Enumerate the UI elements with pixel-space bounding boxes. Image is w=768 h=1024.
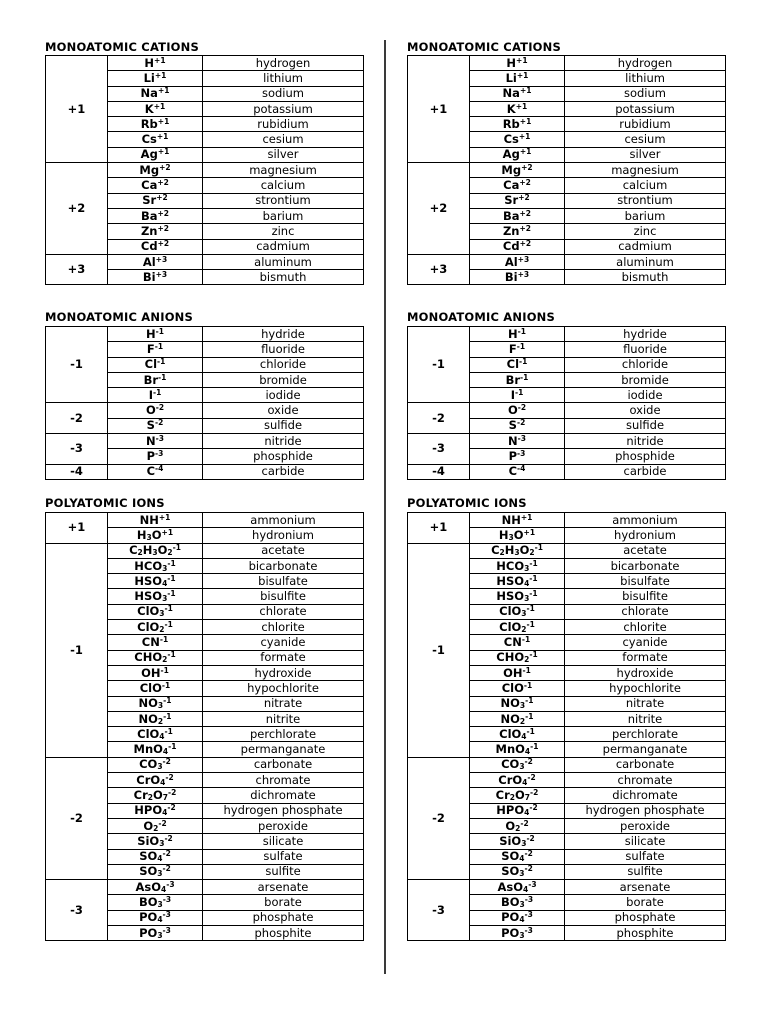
ion-name: calcium [565,178,726,193]
ion-name: acetate [565,543,726,558]
ion-symbol: $C^{-4}$ [470,464,565,479]
ion-name: dichromate [203,788,364,803]
charge-cell: -4 [46,464,108,479]
ion-symbol: $PO_4^{-3}$ [108,910,203,925]
ion-name: nitrate [565,696,726,711]
ion-symbol: $NO_3^{-1}$ [470,696,565,711]
ion-name: fluoride [203,342,364,357]
ion-name: silicate [565,834,726,849]
table-row [46,434,364,449]
ion-symbol: $O^{-2}$ [470,403,565,418]
table-row [408,757,726,772]
ion-symbol: $SO_4^{-2}$ [470,849,565,864]
table-row [408,254,726,269]
ion-symbol: $O_2^{-2}$ [108,818,203,833]
ion-name: chlorate [565,604,726,619]
polyatomic-ions-table [407,512,726,941]
ion-symbol: $CHO_2^{-1}$ [108,650,203,665]
section-title-monoatomic-cations: MONOATOMIC CATIONS [45,40,199,54]
ion-symbol: $Rb^{+1}$ [108,117,203,132]
column-divider [384,40,386,974]
ion-name: barium [203,208,364,223]
ion-name: hypochlorite [203,681,364,696]
ion-name: carbide [565,464,726,479]
charge-cell: +2 [46,163,108,255]
ion-symbol: $I^{-1}$ [470,388,565,403]
ion-name: chromate [203,773,364,788]
table-row [408,403,726,418]
ion-name: strontium [565,193,726,208]
charge-cell: -3 [46,880,108,941]
ion-name: sulfide [565,418,726,433]
ion-name: phosphate [565,910,726,925]
ion-symbol: $Cr_2O_7^{-2}$ [470,788,565,803]
ion-name: sulfite [565,864,726,879]
ion-name: strontium [203,193,364,208]
charge-cell: +1 [408,513,470,544]
ion-symbol: $HPO_4^{-2}$ [470,803,565,818]
ion-name: sodium [565,86,726,101]
charge-cell: -1 [408,543,470,757]
ion-name: bromide [203,372,364,387]
ion-name: carbide [203,464,364,479]
ion-name: chlorite [203,620,364,635]
ion-name: zinc [203,224,364,239]
ion-symbol: $SO_3^{-2}$ [470,864,565,879]
ion-symbol: $PO_3^{-3}$ [108,926,203,941]
ion-name: oxide [565,403,726,418]
ion-symbol: $C_2H_3O_2^{-1}$ [108,543,203,558]
ion-symbol: $CO_3^{-2}$ [470,757,565,772]
table-row [46,327,364,342]
ion-symbol: $Bi^{+3}$ [470,270,565,285]
ion-symbol: $Li^{+1}$ [470,71,565,86]
ion-symbol: $H^{-1}$ [470,327,565,342]
ion-symbol: $NO_2^{-1}$ [470,711,565,726]
charge-cell: +1 [46,513,108,544]
ion-name: permanganate [203,742,364,757]
ion-symbol: $HCO_3^{-1}$ [108,558,203,573]
table-row [46,56,364,71]
table-row [408,56,726,71]
ion-symbol: $HSO_4^{-1}$ [108,574,203,589]
ion-symbol: $Cl^{-1}$ [470,357,565,372]
ion-name: silicate [203,834,364,849]
ion-name: hydride [203,327,364,342]
ion-name: lithium [203,71,364,86]
ion-symbol: $PO_4^{-3}$ [470,910,565,925]
ion-symbol: $HSO_4^{-1}$ [470,574,565,589]
ion-name: sulfide [203,418,364,433]
ion-symbol: $Ca^{+2}$ [470,178,565,193]
ion-name: arsenate [565,880,726,895]
ion-symbol: $CN^{-1}$ [108,635,203,650]
ion-name: bisulfate [565,574,726,589]
ion-name: potassium [203,101,364,116]
ion-name: oxide [203,403,364,418]
ion-symbol: $Na^{+1}$ [470,86,565,101]
charge-cell: +1 [46,56,108,163]
ion-symbol: $CHO_2^{-1}$ [470,650,565,665]
ion-symbol: $N^{-3}$ [108,434,203,449]
ion-name: silver [565,147,726,162]
table-row [408,543,726,558]
ion-name: carbonate [203,757,364,772]
ion-name: hydride [565,327,726,342]
ion-name: ammonium [565,513,726,528]
ion-name: phosphate [203,910,364,925]
ion-name: formate [203,650,364,665]
charge-cell: -3 [408,434,470,465]
table-row [46,403,364,418]
monoatomic-cations-table [407,55,726,285]
ion-name: hydrogen phosphate [203,803,364,818]
ion-name: sulfate [565,849,726,864]
table-row [46,254,364,269]
ion-symbol: $Cr_2O_7^{-2}$ [108,788,203,803]
ion-symbol: $Ba^{+2}$ [470,208,565,223]
ion-symbol: $F^{-1}$ [108,342,203,357]
ion-name: hydrogen [565,56,726,71]
ion-name: rubidium [565,117,726,132]
ion-symbol: ClO$_3^{-1}$ [470,604,565,619]
ion-symbol: $Rb^{+1}$ [470,117,565,132]
ion-symbol: $OH^{-1}$ [470,665,565,680]
charge-cell: -1 [408,327,470,403]
ion-symbol: MnO$_4^{-1}$ [108,742,203,757]
ion-symbol: $H_3O^{+1}$ [470,528,565,543]
ion-name: magnesium [565,163,726,178]
ion-symbol: $Bi^{+3}$ [108,270,203,285]
table-row [46,757,364,772]
ion-symbol: $HCO_3^{-1}$ [470,558,565,573]
ion-symbol: $H^{-1}$ [108,327,203,342]
ion-symbol: MnO$_4^{-1}$ [470,742,565,757]
ion-name: borate [203,895,364,910]
ion-name: perchlorate [565,727,726,742]
section-title-monoatomic-anions: MONOATOMIC ANIONS [45,310,193,324]
ion-name: peroxide [565,818,726,833]
ion-name: sulfite [203,864,364,879]
charge-cell: +1 [408,56,470,163]
ion-symbol: $H^{+1}$ [470,56,565,71]
charge-cell: +3 [46,254,108,285]
ion-name: hydroxide [565,665,726,680]
ion-name: iodide [203,388,364,403]
section-title-monoatomic-cations: MONOATOMIC CATIONS [407,40,561,54]
ion-symbol: $Ca^{+2}$ [108,178,203,193]
ion-symbol: $HSO_3^{-1}$ [470,589,565,604]
ion-symbol: $Al^{+3}$ [108,254,203,269]
table-row [408,327,726,342]
ion-symbol: $SO_4^{-2}$ [108,849,203,864]
ion-name: cyanide [565,635,726,650]
ion-symbol: $Cs^{+1}$ [470,132,565,147]
ion-symbol: $BO_3^{-3}$ [470,895,565,910]
ion-name: hydronium [565,528,726,543]
ion-name: carbonate [565,757,726,772]
charge-cell: -2 [408,403,470,434]
ion-name: bromide [565,372,726,387]
ion-symbol: ClO$_3^{-1}$ [108,604,203,619]
ion-symbol: CrO$_4^{-2}$ [108,773,203,788]
table-row [46,464,364,479]
ion-symbol: ClO$_2^{-1}$ [470,620,565,635]
charge-cell: -1 [46,543,108,757]
ion-name: rubidium [203,117,364,132]
monoatomic-anions-table [45,326,364,480]
table-row [46,513,364,528]
ion-name: permanganate [565,742,726,757]
ion-name: bismuth [565,270,726,285]
ion-name: aluminum [203,254,364,269]
ion-name: chloride [565,357,726,372]
ion-symbol: $P^{-3}$ [108,449,203,464]
ion-name: cesium [203,132,364,147]
ion-symbol: $O_2^{-2}$ [470,818,565,833]
ion-name: bisulfite [565,589,726,604]
ion-name: chlorite [565,620,726,635]
ion-symbol: $HSO_3^{-1}$ [108,589,203,604]
ion-symbol: $BO_3^{-3}$ [108,895,203,910]
ion-name: silver [203,147,364,162]
ion-name: bisulfite [203,589,364,604]
ion-name: acetate [203,543,364,558]
table-row [408,464,726,479]
ion-symbol: AsO$_4^{-3}$ [470,880,565,895]
ion-name: hypochlorite [565,681,726,696]
ion-symbol: ClO$_4^{-1}$ [470,727,565,742]
ion-name: lithium [565,71,726,86]
ion-name: sulfate [203,849,364,864]
ion-symbol: $NO_3^{-1}$ [108,696,203,711]
charge-cell: +2 [408,163,470,255]
charge-cell: -2 [408,757,470,879]
ion-symbol: $Ba^{+2}$ [108,208,203,223]
ion-name: phosphite [203,926,364,941]
ion-name: perchlorate [203,727,364,742]
ion-symbol: $Cd^{+2}$ [108,239,203,254]
ion-name: cadmium [203,239,364,254]
ion-name: magnesium [203,163,364,178]
ion-symbol: ClO$_4^{-1}$ [108,727,203,742]
ion-symbol: $K^{+1}$ [470,101,565,116]
ion-symbol: $F^{-1}$ [470,342,565,357]
table-row [46,543,364,558]
table-row [46,880,364,895]
ion-symbol: CrO$_4^{-2}$ [470,773,565,788]
ion-name: phosphite [565,926,726,941]
ion-symbol: SiO$_3^{-2}$ [108,834,203,849]
charge-cell: -2 [46,403,108,434]
charge-cell: -4 [408,464,470,479]
ion-name: cyanide [203,635,364,650]
ion-name: barium [565,208,726,223]
ion-name: nitride [565,434,726,449]
ion-symbol: $Zn^{+2}$ [108,224,203,239]
ion-name: zinc [565,224,726,239]
ion-name: formate [565,650,726,665]
ion-name: bisulfate [203,574,364,589]
section-title-monoatomic-anions: MONOATOMIC ANIONS [407,310,555,324]
ion-name: bismuth [203,270,364,285]
ion-symbol: $HPO_4^{-2}$ [108,803,203,818]
table-row [408,880,726,895]
ion-name: iodide [565,388,726,403]
ion-symbol: $N^{-3}$ [470,434,565,449]
ion-name: phosphide [203,449,364,464]
ion-symbol: $K^{+1}$ [108,101,203,116]
table-row [46,163,364,178]
ion-name: nitrite [565,711,726,726]
ion-symbol: $CN^{-1}$ [470,635,565,650]
ion-name: cadmium [565,239,726,254]
ion-name: arsenate [203,880,364,895]
ion-name: aluminum [565,254,726,269]
section-title-polyatomic-ions: POLYATOMIC IONS [45,496,165,510]
ion-symbol: ClO$^{-1}$ [470,681,565,696]
ion-symbol: $H_3O^{+1}$ [108,528,203,543]
charge-cell: -2 [46,757,108,879]
ion-name: chlorate [203,604,364,619]
ion-symbol: $CO_3^{-2}$ [108,757,203,772]
charge-cell: -3 [46,434,108,465]
ion-name: chloride [203,357,364,372]
ion-symbol: $S^{-2}$ [470,418,565,433]
ion-symbol: $PO_3^{-3}$ [470,926,565,941]
ion-name: nitrite [203,711,364,726]
ion-name: nitrate [203,696,364,711]
ion-symbol: $P^{-3}$ [470,449,565,464]
ion-symbol: $SO_3^{-2}$ [108,864,203,879]
ion-symbol: $Ag^{+1}$ [108,147,203,162]
ion-name: chromate [565,773,726,788]
ion-name: dichromate [565,788,726,803]
monoatomic-anions-table [407,326,726,480]
ion-name: hydrogen [203,56,364,71]
ion-symbol: $Mg^{+2}$ [108,163,203,178]
monoatomic-cations-table [45,55,364,285]
ion-symbol: $Na^{+1}$ [108,86,203,101]
ion-symbol: $Ag^{+1}$ [470,147,565,162]
ion-name: bicarbonate [203,558,364,573]
ion-symbol: ClO$^{-1}$ [108,681,203,696]
ion-symbol: $NH^{+1}$ [108,513,203,528]
ion-symbol: $Br^{-1}$ [470,372,565,387]
ion-name: cesium [565,132,726,147]
ion-symbol: $Zn^{+2}$ [470,224,565,239]
ion-symbol: $Cd^{+2}$ [470,239,565,254]
ion-symbol: $S^{-2}$ [108,418,203,433]
table-row [408,513,726,528]
ion-symbol: $Cs^{+1}$ [108,132,203,147]
ion-symbol: $Mg^{+2}$ [470,163,565,178]
ion-name: potassium [565,101,726,116]
ion-name: fluoride [565,342,726,357]
ion-symbol: $C^{-4}$ [108,464,203,479]
ion-name: bicarbonate [565,558,726,573]
ion-name: phosphide [565,449,726,464]
ion-symbol: $I^{-1}$ [108,388,203,403]
polyatomic-ions-table [45,512,364,941]
ion-symbol: $Al^{+3}$ [470,254,565,269]
ion-symbol: $Sr^{+2}$ [108,193,203,208]
ion-symbol: $H^{+1}$ [108,56,203,71]
ion-name: ammonium [203,513,364,528]
ion-name: peroxide [203,818,364,833]
ion-symbol: $Sr^{+2}$ [470,193,565,208]
ion-symbol: SiO$_3^{-2}$ [470,834,565,849]
ion-name: hydronium [203,528,364,543]
ion-name: calcium [203,178,364,193]
ion-name: hydroxide [203,665,364,680]
ion-name: borate [565,895,726,910]
ion-symbol: ClO$_2^{-1}$ [108,620,203,635]
charge-cell: -1 [46,327,108,403]
ion-symbol: $Cl^{-1}$ [108,357,203,372]
ion-name: nitride [203,434,364,449]
ion-symbol: AsO$_4^{-3}$ [108,880,203,895]
ion-symbol: $C_2H_3O_2^{-1}$ [470,543,565,558]
charge-cell: +3 [408,254,470,285]
charge-cell: -3 [408,880,470,941]
table-row [408,434,726,449]
section-title-polyatomic-ions: POLYATOMIC IONS [407,496,527,510]
ion-name: sodium [203,86,364,101]
ion-symbol: $NH^{+1}$ [470,513,565,528]
ion-name: hydrogen phosphate [565,803,726,818]
ion-symbol: $Br^{-1}$ [108,372,203,387]
ion-symbol: $Li^{+1}$ [108,71,203,86]
ion-symbol: $OH^{-1}$ [108,665,203,680]
table-row [408,163,726,178]
ion-symbol: $O^{-2}$ [108,403,203,418]
ion-symbol: $NO_2^{-1}$ [108,711,203,726]
